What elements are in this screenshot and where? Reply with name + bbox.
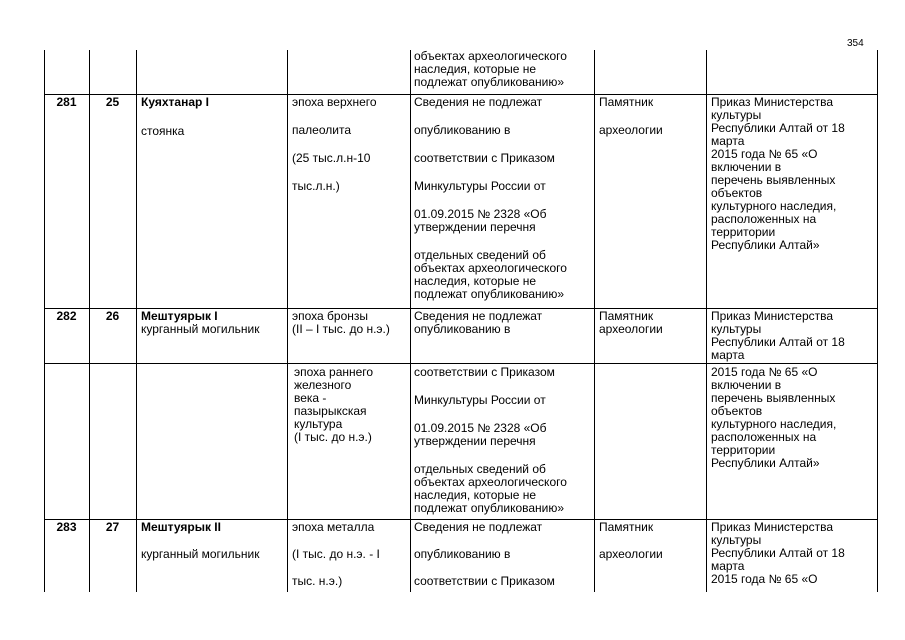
object-dating: эпоха верхнего палеолита (25 тыс.л.н-10 тыс.л.н.)	[292, 95, 377, 193]
row-sub-number: 26	[105, 309, 120, 323]
object-name: Мештуярык I	[141, 309, 218, 323]
object-document: Приказ Министерства культуры Республики Алтай от 18 марта 2015 года № 65 «О	[711, 520, 845, 586]
row-sub-number: 25	[105, 95, 120, 109]
heritage-objects-table	[44, 50, 878, 592]
object-name: Мештуярык II	[141, 520, 221, 534]
row-number: 282	[56, 309, 77, 323]
object-name: Куяхтанар I	[141, 95, 209, 109]
object-info: Сведения не подлежат опубликованию в	[414, 309, 543, 336]
object-category: Памятник археологии	[599, 95, 663, 137]
page-number: 354	[847, 38, 864, 49]
object-type: стоянка	[141, 124, 185, 138]
row-sub-number: 27	[105, 520, 120, 534]
object-document: 2015 года № 65 «О включении в перечень выявленных объектов культурного наследия, расположенных на территории Республики Алтай»	[711, 365, 837, 470]
object-category: Памятник археологии	[599, 520, 663, 561]
object-info: Сведения не подлежат опубликованию в соответствии с Приказом Минкультуры России от 01.09.2015 № 2328 «Об утверждении перечня отдельных сведений об объектах археологического наследия, которые не подлежат опубликованию»	[414, 95, 567, 301]
object-dating: эпоха металла (I тыс. до н.э. - I тыс. н.э.)	[292, 520, 380, 588]
object-category: Памятник археологии	[599, 309, 663, 336]
object-document: Приказ Министерства культуры Республики Алтай от 18 марта	[711, 309, 845, 362]
object-dating: эпоха раннего железного века - пазырыкская культура (I тыс. до н.э.)	[294, 365, 374, 444]
object-info: Сведения не подлежат опубликованию в соответствии с Приказом	[414, 520, 555, 588]
row-number: 281	[56, 95, 77, 109]
object-document: Приказ Министерства культуры Республики Алтай от 18 марта 2015 года № 65 «О включении в перечень выявленных объектов культурного наследия, расположенных на территории Республики Алтай»	[711, 95, 845, 252]
row-number: 283	[56, 520, 77, 534]
object-dating: эпоха бронзы (II – I тыс. до н.э.)	[292, 309, 390, 336]
object-type: курганный могильник	[141, 322, 260, 336]
object-type: курганный могильник	[141, 547, 260, 561]
carry-over-info: объектах археологического наследия, которые не подлежат опубликованию»	[414, 49, 567, 89]
object-info: соответствии с Приказом Минкультуры России от 01.09.2015 № 2328 «Об утверждении перечня отдельных сведений об объектах археологического наследия, которые не подлежат опубликованию»	[414, 365, 567, 515]
